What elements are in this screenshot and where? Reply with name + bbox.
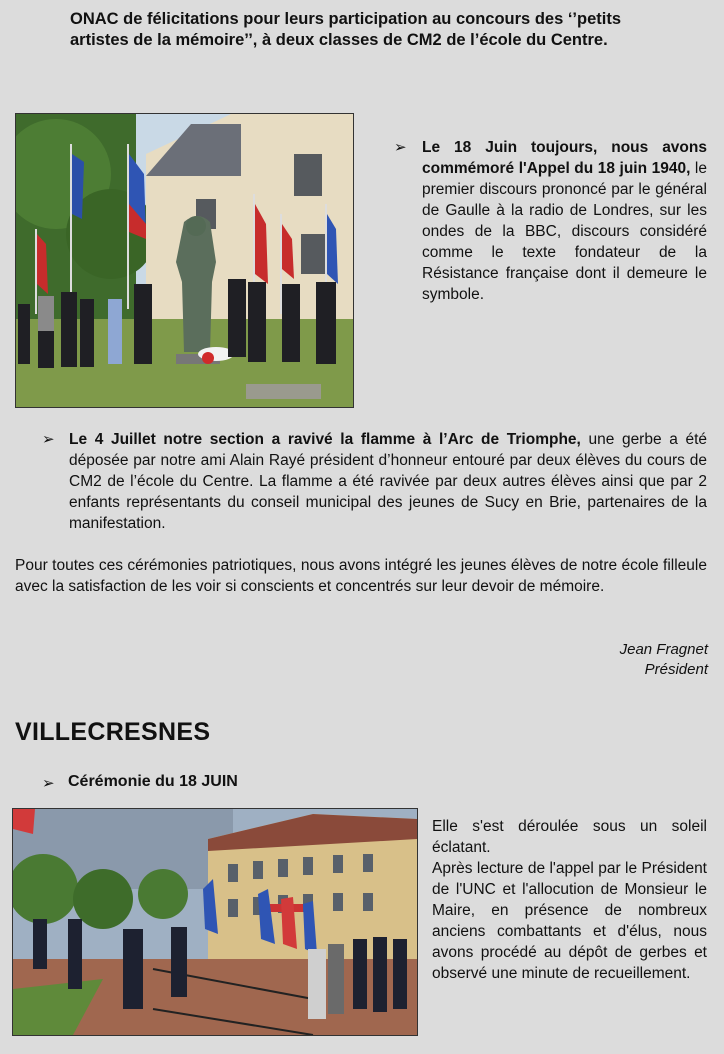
signature-block: [620, 640, 708, 680]
paragraph-villecresnes: Elle s'est déroulée sous un soleil éclatant. Après lecture de l'appel par le Président de l'UNC et l'allocution de Monsieur le Maire, en présence de nombreux anciens combattants et d'élus, nous avons procédé au dépôt de gerbes et observé une minute de recueillement.: [432, 818, 707, 982]
paragraph-18-juin: [422, 137, 707, 305]
subsection-title: Cérémonie du 18 JUIN: [68, 773, 238, 790]
photo-degaulle-statue-ceremony: [15, 113, 354, 408]
paragraph-4-juillet-bold: Le 4 Juillet notre section a ravivé la flamme à l’Arc de Triomphe,: [69, 431, 581, 448]
bullet-arrow-icon: ➢: [42, 775, 55, 792]
intro-paragraph: ONAC de félicitations pour leurs participation au concours des ‘’petits artistes de la mémoire’’, à deux classes de CM2 de l’école du Centre.: [70, 10, 622, 49]
paragraph-18-juin-rest: le premier discours prononcé par le général de Gaulle à la radio de Londres, sur les ondes de la BBC, discours considéré comme le texte fondateur de la Résistance française dont il demeure le symbole.: [422, 160, 707, 303]
paragraph-4-juillet: [69, 429, 707, 534]
bullet-arrow-icon: ➢: [394, 139, 407, 156]
photo-villecresnes-ceremony: [12, 808, 418, 1036]
signature-name: Jean Fragnet: [619, 641, 708, 658]
signature-title: Président: [644, 661, 708, 678]
paragraph-4-juillet-rest: une gerbe a été déposée par notre ami Alain Rayé président d’honneur entouré par deux élèves du cours de CM2 de l’école du Centre. La flamme a été ravivée par deux autres élèves ainsi que par 2 enfants représentants du conseil municipal des jeunes de Sucy en Brie, partenaires de la manifestation.: [69, 431, 707, 532]
paragraph-ceremonies: Pour toutes ces cérémonies patriotiques, nous avons intégré les jeunes élèves de notre école filleule avec la satisfaction de les voir si conscients et concentrés sur leur devoir de mémoire.: [15, 557, 707, 595]
bullet-arrow-icon: ➢: [42, 431, 55, 448]
paragraph-18-juin-bold: Le 18 Juin toujours, nous avons commémoré l'Appel du 18 juin 1940,: [422, 139, 707, 177]
section-title: VILLECRESNES: [15, 718, 211, 746]
